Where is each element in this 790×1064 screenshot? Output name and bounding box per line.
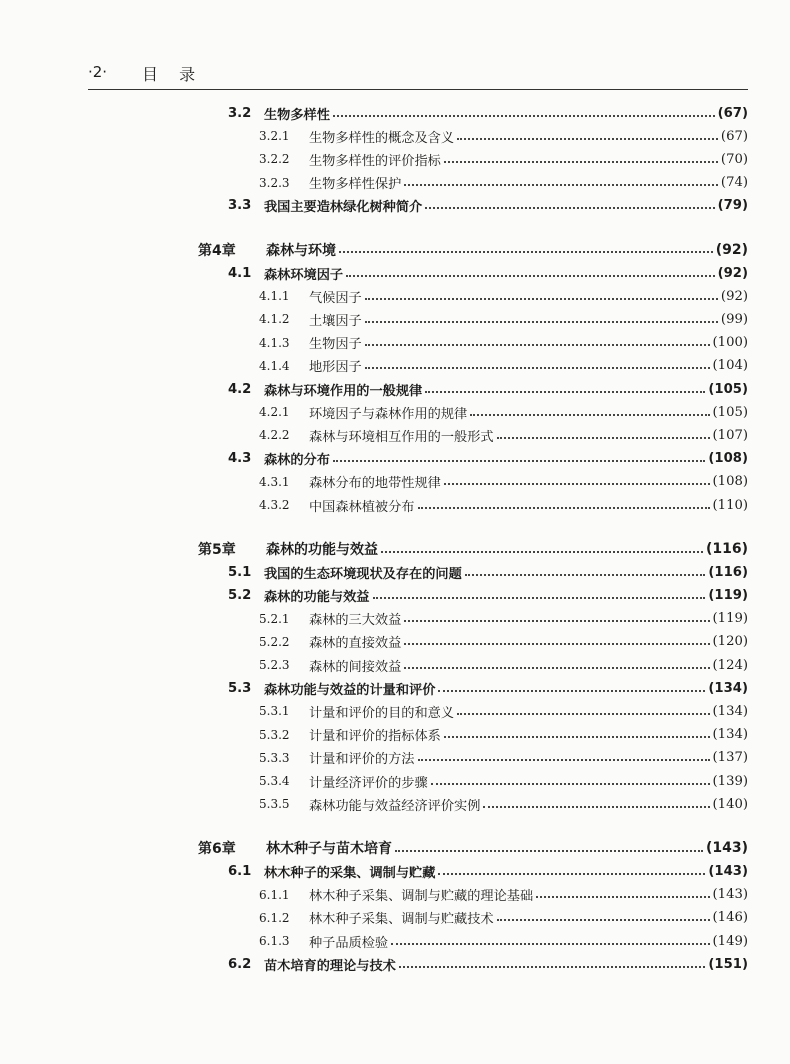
toc-entry [259, 425, 748, 445]
toc-entry-title: 森林分布的地带性规律 [309, 476, 441, 492]
toc-leader-dots [404, 183, 718, 186]
toc-entry-number: 4.1 [228, 265, 252, 281]
toc-entry [228, 449, 748, 469]
toc-entry-title: 森林功能与效益的计量和评价 [264, 682, 436, 698]
toc-entry-number: 5.2 [228, 587, 252, 603]
toc-entry-number: 3.2 [228, 105, 252, 121]
toc-entry-page: (134) [712, 703, 748, 719]
toc-entry-title: 森林与环境相互作用的一般形式 [309, 429, 494, 445]
toc-entry-page: (74) [720, 175, 748, 191]
toc-entry-number: 6.1.2 [259, 910, 290, 925]
toc-entry [228, 562, 748, 582]
toc-entry-title: 森林的功能与效益 [264, 589, 370, 605]
toc-entry-title: 森林的功能与效益 [266, 542, 378, 558]
toc-entry-number: 5.3.1 [259, 704, 290, 719]
toc-entry-page: (67) [720, 128, 748, 144]
toc-leader-dots [333, 459, 705, 462]
toc-leader-dots [457, 137, 718, 140]
toc-entry-page: (70) [720, 151, 748, 167]
toc-entry-page: (140) [712, 796, 748, 812]
toc-entry [259, 655, 748, 675]
toc-entry-page: (143) [712, 887, 748, 903]
toc-leader-dots [399, 965, 706, 968]
toc-entry-page: (143) [708, 863, 748, 879]
toc-entry-page: (120) [712, 634, 748, 650]
toc-entry-number: 4.3 [228, 451, 252, 467]
toc-leader-dots [418, 758, 710, 761]
toc-entry-title: 生物多样性的概念及含义 [309, 130, 455, 146]
toc-entry-title: 林木种子与苗木培育 [266, 841, 392, 858]
toc-entry-page: (137) [712, 750, 748, 766]
page-number: ·2· [88, 63, 108, 81]
toc-leader-dots [404, 642, 709, 645]
toc-entry [228, 103, 748, 123]
toc-entry-number: 第6章 [198, 841, 236, 858]
toc-entry [228, 379, 748, 399]
toc-entry-title: 地形因子 [309, 360, 362, 376]
bleed-through-watermark [95, 145, 219, 213]
toc-entry-title: 计量和评价的指标体系 [309, 729, 441, 745]
toc-leader-dots [431, 782, 710, 785]
toc-entry [259, 402, 748, 422]
toc-entry-number: 4.3.2 [259, 498, 290, 512]
toc-entry [228, 263, 748, 283]
toc-leader-dots [438, 689, 705, 692]
toc-entry-number: 3.2.2 [259, 152, 290, 167]
toc-entry-title: 生物多样性保护 [309, 177, 402, 193]
toc-entry-title: 我国的生态环境现状及存在的问题 [264, 566, 462, 582]
toc-entry-title: 我国主要造林绿化树种简介 [264, 200, 423, 216]
toc-entry-page: (104) [712, 358, 748, 374]
toc-entry [259, 632, 748, 652]
toc-entry-title: 生物多样性的评价指标 [309, 153, 441, 169]
toc-leader-dots [465, 573, 706, 576]
toc-leader-dots [404, 666, 709, 669]
toc-entry [259, 794, 748, 814]
toc-entry-number: 第4章 [198, 242, 236, 259]
toc-leader-dots [444, 735, 710, 738]
toc-entry-number: 6.1 [228, 863, 252, 879]
toc-entry-number: 4.1.2 [259, 312, 290, 327]
toc-entry-number: 5.2.2 [259, 634, 290, 649]
toc-entry-title: 森林的间接效益 [309, 659, 402, 675]
toc-leader-dots [444, 482, 710, 485]
toc-entry [228, 954, 748, 974]
toc-entry-title: 生物因子 [309, 337, 362, 353]
toc-leader-dots [483, 805, 709, 808]
toc-entry-title: 计量和评价的方法 [309, 752, 415, 768]
toc-entry-page: (134) [712, 727, 748, 743]
toc-entry [259, 286, 748, 306]
toc-entry [228, 861, 748, 881]
toc-entry-title: 林木种子采集、调制与贮藏技术 [309, 912, 494, 928]
toc-entry [259, 885, 748, 905]
toc-leader-dots [365, 297, 718, 300]
toc-entry-title: 林木种子采集、调制与贮藏的理论基础 [309, 889, 534, 905]
toc-entry-title: 森林环境因子 [264, 267, 344, 283]
toc-entry-title: 中国森林植被分布 [309, 499, 415, 515]
toc-leader-dots [425, 206, 714, 209]
toc-entry-title: 计量和评价的目的和意义 [309, 705, 455, 721]
toc-entry-number: 5.3 [228, 680, 252, 696]
toc-leader-dots [391, 942, 709, 945]
toc-entry-number: 5.3.3 [259, 750, 290, 765]
page-header [88, 55, 748, 90]
toc-entry [259, 701, 748, 721]
toc-entry-title: 森林的分布 [264, 453, 330, 469]
toc-entry [259, 173, 748, 193]
toc-entry-page: (107) [712, 427, 748, 443]
toc-entry-number: 5.2.1 [259, 611, 290, 626]
toc-leader-dots [536, 895, 709, 898]
toc-entry-number: 4.1.3 [259, 335, 290, 350]
toc-entry-page: (67) [717, 105, 748, 121]
toc-leader-dots [438, 872, 705, 875]
toc-leader-dots [444, 160, 718, 163]
toc-entry-number: 4.1.4 [259, 358, 290, 373]
toc-entry-number: 3.2.3 [259, 175, 290, 190]
toc-leader-dots [395, 849, 703, 852]
toc-leader-dots [339, 250, 713, 253]
toc-entry [259, 748, 748, 768]
toc-entry [228, 678, 748, 698]
toc-leader-dots [497, 436, 710, 439]
toc-entry-page: (119) [712, 611, 748, 627]
toc-entry-page: (149) [712, 933, 748, 949]
toc-entry-number: 4.2.1 [259, 405, 290, 420]
toc-entry [259, 356, 748, 376]
toc-entry-number: 4.3.1 [259, 474, 290, 489]
toc-entry-page: (105) [708, 381, 748, 397]
toc-entry-page: (92) [717, 265, 748, 281]
toc-entry [198, 838, 748, 858]
toc-leader-dots [470, 413, 709, 416]
toc-entry-page: (143) [705, 840, 748, 857]
toc-entry-number: 4.1.1 [259, 289, 290, 304]
toc-entry-number: 4.2 [228, 381, 252, 397]
toc-entry [259, 495, 748, 515]
toc-entry-title: 种子品质检验 [309, 935, 389, 951]
toc-entry-title: 森林的三大效益 [309, 613, 402, 629]
toc-entry-number: 5.1 [228, 564, 252, 580]
toc-entry [259, 725, 748, 745]
toc-leader-dots [497, 918, 710, 921]
toc-entry-number: 5.3.4 [259, 774, 290, 788]
toc-entry-page: (108) [708, 451, 748, 467]
toc-entry-page: (100) [712, 335, 748, 351]
toc-leader-dots [418, 506, 710, 509]
toc-entry-page: (99) [720, 311, 748, 327]
toc-entry-page: (119) [708, 587, 748, 603]
toc-entry [259, 771, 748, 791]
toc-entry [259, 609, 748, 629]
toc-entry-number: 3.3 [228, 198, 252, 214]
toc-entry-page: (124) [712, 657, 748, 673]
toc-entry-number: 3.2.1 [259, 129, 290, 144]
toc-entry-title: 苗木培育的理论与技术 [264, 958, 396, 974]
toc-entry-number: 5.3.2 [259, 727, 290, 742]
toc-leader-dots [381, 550, 703, 553]
toc-entry-page: (105) [712, 404, 748, 420]
toc-entry [259, 472, 748, 492]
toc-leader-dots [346, 274, 714, 277]
toc-entry-title: 森林功能与效益经济评价实例 [309, 798, 481, 814]
toc-leader-dots [365, 366, 710, 369]
toc-leader-dots [425, 390, 705, 393]
toc-entry [259, 126, 748, 146]
toc-entry-number: 第5章 [198, 542, 236, 558]
toc-leader-dots [373, 596, 706, 599]
toc-entry [228, 196, 748, 216]
toc-entry-title: 林木种子的采集、调制与贮藏 [264, 865, 436, 881]
toc-leader-dots [404, 619, 709, 622]
toc-entry-number: 6.1.1 [259, 887, 290, 902]
toc-entry-page: (134) [708, 680, 748, 696]
toc-entry-page: (110) [712, 497, 748, 513]
toc-entry-title: 计量经济评价的步骤 [309, 775, 428, 791]
toc-leader-dots [365, 343, 710, 346]
toc-entry-title: 森林与环境作用的一般规律 [264, 383, 423, 399]
toc-entry-page: (116) [705, 541, 748, 557]
toc-entry-title: 环境因子与森林作用的规律 [309, 406, 468, 422]
toc-entry [198, 539, 748, 559]
toc-entry-title: 气候因子 [309, 290, 362, 306]
toc-entry-page: (151) [708, 956, 748, 972]
toc-entry-title: 生物多样性 [264, 107, 330, 123]
toc-leader-dots [365, 320, 718, 323]
toc-entry [228, 585, 748, 605]
toc-entry-number: 5.2.3 [259, 658, 290, 672]
toc-entry [259, 333, 748, 353]
toc-entry [259, 908, 748, 928]
toc-entry [198, 240, 748, 260]
toc-entry-title: 森林与环境 [266, 242, 336, 259]
toc-entry [259, 309, 748, 329]
toc-leader-dots [333, 114, 715, 117]
page-title: 目 录 [142, 65, 204, 84]
toc-entry-page: (79) [717, 198, 748, 214]
toc-leader-dots [457, 712, 709, 715]
toc-entry-number: 4.2.2 [259, 428, 290, 443]
toc-entry-page: (146) [712, 910, 748, 926]
toc-entry-title: 土壤因子 [309, 313, 362, 329]
toc-entry [259, 931, 748, 951]
toc-entry-number: 6.2 [228, 956, 252, 972]
toc-entry-number: 5.3.5 [259, 797, 290, 812]
toc-entry-page: (139) [712, 773, 748, 789]
toc-entry-page: (116) [708, 564, 748, 580]
toc-entry-page: (92) [715, 241, 748, 258]
toc-entry-number: 6.1.3 [259, 934, 290, 948]
toc-entry-page: (92) [720, 288, 748, 304]
toc-entry-title: 森林的直接效益 [309, 636, 402, 652]
toc-entry-page: (108) [712, 474, 748, 490]
toc-entry [259, 149, 748, 169]
